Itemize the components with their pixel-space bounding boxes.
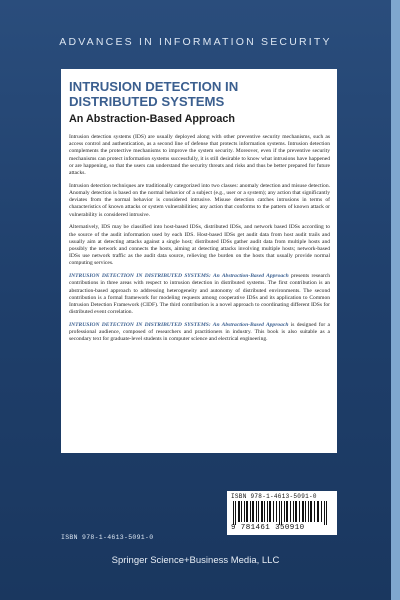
book-title-line2: DISTRIBUTED SYSTEMS [69, 94, 225, 109]
barcode-bars [231, 501, 331, 525]
description-body [69, 134, 330, 344]
paragraph-4-lead: INTRUSION DETECTION IN DISTRIBUTED SYSTEMS: An Abstraction-Based Approach [69, 273, 289, 280]
isbn-text: ISBN 978-1-4613-5091-0 [61, 534, 154, 541]
book-subtitle: An Abstraction-Based Approach [69, 113, 235, 125]
paragraph-5 [69, 322, 330, 344]
publisher: Springer Science+Business Media, LLC [111, 555, 280, 566]
paragraph-5-lead: INTRUSION DETECTION IN DISTRIBUTED SYSTEMS: An Abstraction-Based Approach [69, 322, 289, 329]
paragraph-4-text: presents research contributions in three areas with respect to intrusion detection in distributed systems. The first contribution is an abstraction-based approach to addressing heterogeneity and autonomy of distributed environments. The second contribution is a formal framework for modeling requests among cooperative IDSs and its application to Common Intrusion Detection Framework (CIDF). The third contribution is a novel approach to coordinating different IDSs for distributed event correlation. [69, 273, 330, 316]
barcode-number: 9 781461 350910 [231, 524, 305, 532]
book-title [69, 79, 330, 109]
series-title: ADVANCES IN INFORMATION SECURITY [59, 36, 332, 48]
paragraph-4 [69, 273, 330, 316]
paragraph-5-text: is designed for a professional audience, composed of researchers and practitioners in industry. This book is also suitable as a secondary text for graduate-level students in computer science and electrical engineering. [69, 322, 330, 343]
paragraph-2: Intrusion detection techniques are traditionally categorized into two classes: anomaly detection and misuse detection. Anomaly detection is based on the normal behavior of a subject (e.g., user or a system); any action that significantly deviates from the normal behavior is considered intrusive. Misuse detection catches intrusions in terms of characteristics of known attacks or system vulnerabilities; any action that conforms to the pattern of known attack or vulnerability is considered intrusive. [69, 182, 330, 218]
book-title-line1: INTRUSION DETECTION IN [69, 79, 239, 94]
paragraph-3: Alternatively, IDS may be classified into host-based IDSs, distributed IDSs, and network based IDSs according to the source of the audit information used by each IDS. Host-based IDSs get audit data from host audit trails and usually aim at detecting attacks against a single host; distributed IDSs gather audit data from multiple hosts and possibly the network and connects the hosts, aiming at detecting attacks involving multiple hosts; network-based IDSs use network traffic as the audit data source, relieving the burden on the hosts that usually provide normal computing services. [69, 224, 330, 267]
paragraph-1: Intrusion detection systems (IDS) are usually deployed along with other preventive security mechanisms, such as access control and authentication, as a second line of defense that protects information systems. Intrusion detection complements the protective mechanisms to improve the system security. Moreover, even if the preventive security mechanisms can protect information systems successfully, it is still desirable to know what intrusions have happened or are happening, so that the users can understand the security threats and risks and thus be better prepared for future attacks. [69, 134, 330, 177]
description-panel [61, 69, 337, 453]
barcode-isbn: ISBN 978-1-4613-5091-0 [231, 493, 317, 500]
barcode [227, 491, 337, 535]
spine-edge [391, 0, 400, 600]
